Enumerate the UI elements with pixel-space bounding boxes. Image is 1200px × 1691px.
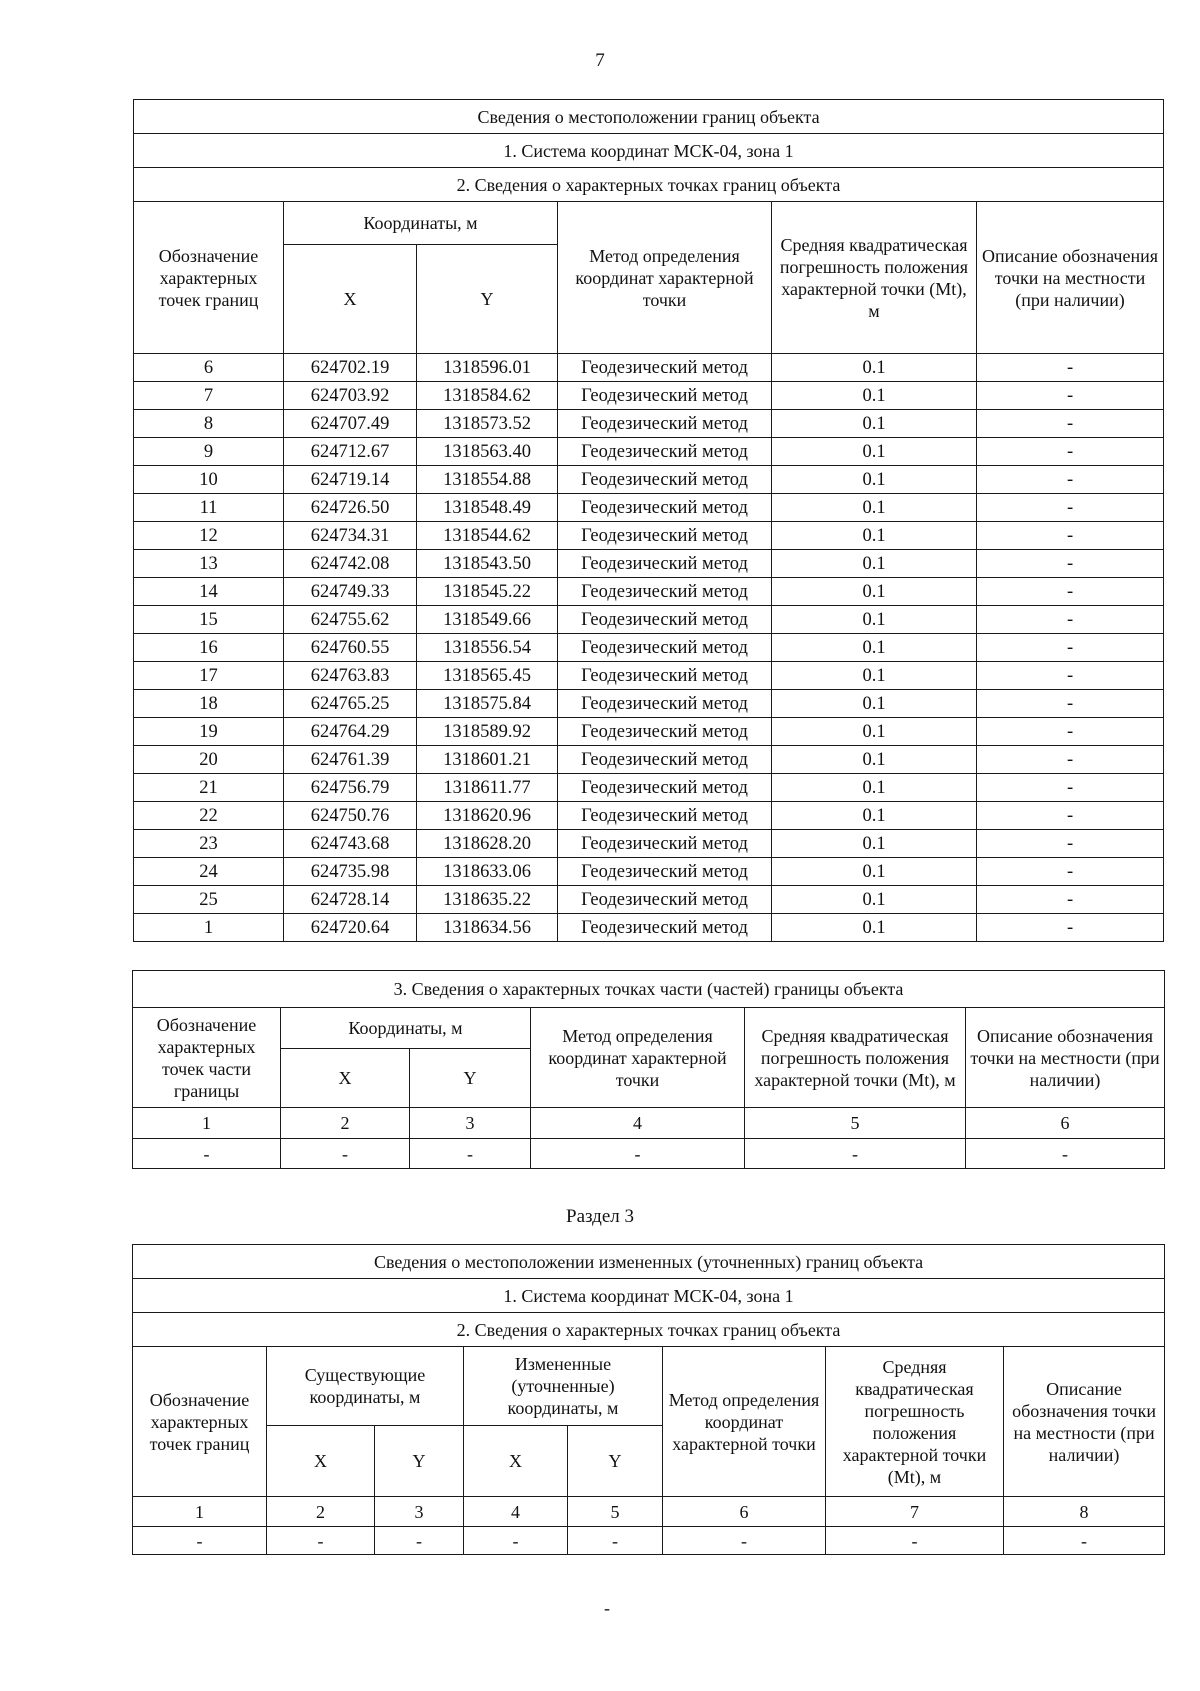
cell-point: 8 bbox=[134, 410, 284, 438]
header-coords: Координаты, м bbox=[281, 1008, 531, 1049]
cell-method: Геодезический метод bbox=[558, 494, 772, 522]
table-row bbox=[134, 606, 1164, 634]
header-existing-x: X bbox=[267, 1426, 375, 1497]
cell-accuracy: 0.1 bbox=[772, 354, 977, 382]
column-number: 7 bbox=[826, 1497, 1004, 1527]
table-row bbox=[134, 718, 1164, 746]
header-point: Обозначение характерных точек части границы bbox=[133, 1008, 281, 1108]
table-cell: - bbox=[410, 1139, 531, 1169]
coordinate-system: 1. Система координат МСК-04, зона 1 bbox=[133, 1279, 1165, 1313]
cell-accuracy: 0.1 bbox=[772, 578, 977, 606]
cell-method: Геодезический метод bbox=[558, 550, 772, 578]
cell-y: 1318563.40 bbox=[417, 438, 558, 466]
cell-x: 624743.68 bbox=[284, 830, 417, 858]
table-row bbox=[134, 914, 1164, 942]
table-cell: - bbox=[826, 1527, 1004, 1555]
cell-x: 624726.50 bbox=[284, 494, 417, 522]
table-subtitle: 2. Сведения о характерных точках границ объекта bbox=[133, 1313, 1165, 1347]
header-existing-y: Y bbox=[375, 1426, 464, 1497]
cell-method: Геодезический метод bbox=[558, 522, 772, 550]
table-row bbox=[134, 690, 1164, 718]
cell-y: 1318545.22 bbox=[417, 578, 558, 606]
cell-point: 18 bbox=[134, 690, 284, 718]
table-row bbox=[134, 858, 1164, 886]
cell-accuracy: 0.1 bbox=[772, 494, 977, 522]
header-accuracy: Средняя квадратическая погрешность положения характерной точки (Mt), м bbox=[745, 1008, 966, 1108]
table-row bbox=[134, 830, 1164, 858]
table-title: 3. Сведения о характерных точках части (частей) границы объекта bbox=[133, 971, 1165, 1008]
cell-y: 1318544.62 bbox=[417, 522, 558, 550]
coordinate-system: 1. Система координат МСК-04, зона 1 bbox=[134, 134, 1164, 168]
cell-y: 1318543.50 bbox=[417, 550, 558, 578]
header-method: Метод определения координат характерной точки bbox=[531, 1008, 745, 1108]
cell-description: - bbox=[977, 410, 1164, 438]
cell-description: - bbox=[977, 914, 1164, 942]
column-number: 4 bbox=[531, 1108, 745, 1139]
column-number: 4 bbox=[464, 1497, 568, 1527]
column-number: 2 bbox=[281, 1108, 410, 1139]
table-cell: - bbox=[281, 1139, 410, 1169]
cell-method: Геодезический метод bbox=[558, 634, 772, 662]
table-row bbox=[134, 802, 1164, 830]
table-cell: - bbox=[663, 1527, 826, 1555]
table-row bbox=[134, 410, 1164, 438]
cell-x: 624702.19 bbox=[284, 354, 417, 382]
cell-description: - bbox=[977, 774, 1164, 802]
cell-x: 624734.31 bbox=[284, 522, 417, 550]
header-description: Описание обозначения точки на местности (при наличии) bbox=[1004, 1347, 1165, 1497]
cell-description: - bbox=[977, 494, 1164, 522]
header-point: Обозначение характерных точек границ bbox=[133, 1347, 267, 1497]
column-number: 8 bbox=[1004, 1497, 1165, 1527]
table-cell: - bbox=[531, 1139, 745, 1169]
cell-method: Геодезический метод bbox=[558, 578, 772, 606]
cell-description: - bbox=[977, 802, 1164, 830]
table-cell: - bbox=[745, 1139, 966, 1169]
cell-x: 624703.92 bbox=[284, 382, 417, 410]
cell-accuracy: 0.1 bbox=[772, 382, 977, 410]
cell-point: 20 bbox=[134, 746, 284, 774]
column-number: 3 bbox=[410, 1108, 531, 1139]
table-cell: - bbox=[267, 1527, 375, 1555]
cell-y: 1318565.45 bbox=[417, 662, 558, 690]
cell-y: 1318548.49 bbox=[417, 494, 558, 522]
cell-point: 22 bbox=[134, 802, 284, 830]
table-subtitle: 2. Сведения о характерных точках границ объекта bbox=[134, 168, 1164, 202]
cell-description: - bbox=[977, 466, 1164, 494]
table-row bbox=[134, 494, 1164, 522]
page-number: 7 bbox=[595, 50, 605, 71]
cell-method: Геодезический метод bbox=[558, 802, 772, 830]
cell-x: 624761.39 bbox=[284, 746, 417, 774]
cell-description: - bbox=[977, 746, 1164, 774]
cell-y: 1318589.92 bbox=[417, 718, 558, 746]
changed-boundary-points-table bbox=[132, 1244, 1165, 1555]
cell-point: 25 bbox=[134, 886, 284, 914]
header-changed: Измененные (уточненные) координаты, м bbox=[464, 1347, 663, 1426]
cell-x: 624735.98 bbox=[284, 858, 417, 886]
cell-accuracy: 0.1 bbox=[772, 662, 977, 690]
cell-description: - bbox=[977, 718, 1164, 746]
section-heading: Раздел 3 bbox=[566, 1206, 634, 1227]
table-title: Сведения о местоположении измененных (уточненных) границ объекта bbox=[133, 1245, 1165, 1279]
cell-x: 624749.33 bbox=[284, 578, 417, 606]
cell-point: 15 bbox=[134, 606, 284, 634]
cell-accuracy: 0.1 bbox=[772, 634, 977, 662]
header-coords: Координаты, м bbox=[284, 202, 558, 245]
cell-description: - bbox=[977, 830, 1164, 858]
table-row bbox=[134, 886, 1164, 914]
cell-point: 1 bbox=[134, 914, 284, 942]
cell-y: 1318554.88 bbox=[417, 466, 558, 494]
cell-method: Геодезический метод bbox=[558, 774, 772, 802]
table-cell: - bbox=[1004, 1527, 1165, 1555]
table-row bbox=[134, 662, 1164, 690]
header-point: Обозначение характерных точек границ bbox=[134, 202, 284, 354]
table-row bbox=[134, 382, 1164, 410]
column-number: 5 bbox=[745, 1108, 966, 1139]
cell-accuracy: 0.1 bbox=[772, 858, 977, 886]
cell-accuracy: 0.1 bbox=[772, 606, 977, 634]
cell-y: 1318556.54 bbox=[417, 634, 558, 662]
cell-x: 624750.76 bbox=[284, 802, 417, 830]
cell-x: 624763.83 bbox=[284, 662, 417, 690]
cell-point: 10 bbox=[134, 466, 284, 494]
cell-description: - bbox=[977, 382, 1164, 410]
cell-method: Геодезический метод bbox=[558, 718, 772, 746]
cell-y: 1318633.06 bbox=[417, 858, 558, 886]
cell-method: Геодезический метод bbox=[558, 354, 772, 382]
cell-y: 1318596.01 bbox=[417, 354, 558, 382]
cell-y: 1318584.62 bbox=[417, 382, 558, 410]
cell-accuracy: 0.1 bbox=[772, 746, 977, 774]
cell-x: 624712.67 bbox=[284, 438, 417, 466]
cell-accuracy: 0.1 bbox=[772, 466, 977, 494]
cell-x: 624720.64 bbox=[284, 914, 417, 942]
cell-accuracy: 0.1 bbox=[772, 690, 977, 718]
cell-accuracy: 0.1 bbox=[772, 550, 977, 578]
cell-description: - bbox=[977, 550, 1164, 578]
cell-description: - bbox=[977, 522, 1164, 550]
cell-y: 1318573.52 bbox=[417, 410, 558, 438]
cell-accuracy: 0.1 bbox=[772, 914, 977, 942]
cell-accuracy: 0.1 bbox=[772, 830, 977, 858]
cell-point: 12 bbox=[134, 522, 284, 550]
table-row bbox=[134, 634, 1164, 662]
column-number: 5 bbox=[568, 1497, 663, 1527]
cell-x: 624760.55 bbox=[284, 634, 417, 662]
cell-x: 624719.14 bbox=[284, 466, 417, 494]
footer-mark: - bbox=[604, 1598, 610, 1618]
header-accuracy: Средняя квадратическая погрешность положения характерной точки (Mt), м bbox=[826, 1347, 1004, 1497]
header-y: Y bbox=[410, 1049, 531, 1108]
column-number: 3 bbox=[375, 1497, 464, 1527]
cell-method: Геодезический метод bbox=[558, 382, 772, 410]
cell-point: 16 bbox=[134, 634, 284, 662]
header-changed-x: X bbox=[464, 1426, 568, 1497]
table-cell: - bbox=[464, 1527, 568, 1555]
column-number: 6 bbox=[966, 1108, 1165, 1139]
cell-description: - bbox=[977, 606, 1164, 634]
column-number: 6 bbox=[663, 1497, 826, 1527]
cell-description: - bbox=[977, 690, 1164, 718]
header-x: X bbox=[281, 1049, 410, 1108]
cell-point: 14 bbox=[134, 578, 284, 606]
cell-point: 21 bbox=[134, 774, 284, 802]
table-row bbox=[134, 354, 1164, 382]
cell-method: Геодезический метод bbox=[558, 914, 772, 942]
table-title: Сведения о местоположении границ объекта bbox=[134, 100, 1164, 134]
table-row bbox=[133, 1527, 1165, 1555]
cell-point: 19 bbox=[134, 718, 284, 746]
cell-method: Геодезический метод bbox=[558, 858, 772, 886]
column-numbers-row bbox=[133, 1497, 1165, 1527]
cell-accuracy: 0.1 bbox=[772, 522, 977, 550]
cell-description: - bbox=[977, 578, 1164, 606]
header-existing: Существующие координаты, м bbox=[267, 1347, 464, 1426]
cell-accuracy: 0.1 bbox=[772, 886, 977, 914]
cell-method: Геодезический метод bbox=[558, 410, 772, 438]
cell-description: - bbox=[977, 858, 1164, 886]
cell-accuracy: 0.1 bbox=[772, 410, 977, 438]
cell-description: - bbox=[977, 886, 1164, 914]
column-number: 1 bbox=[133, 1497, 267, 1527]
table-row bbox=[134, 438, 1164, 466]
cell-point: 9 bbox=[134, 438, 284, 466]
cell-method: Геодезический метод bbox=[558, 746, 772, 774]
table-row bbox=[133, 1139, 1165, 1169]
cell-x: 624764.29 bbox=[284, 718, 417, 746]
cell-y: 1318611.77 bbox=[417, 774, 558, 802]
cell-method: Геодезический метод bbox=[558, 606, 772, 634]
header-x: X bbox=[284, 245, 417, 354]
cell-point: 17 bbox=[134, 662, 284, 690]
table-cell: - bbox=[133, 1527, 267, 1555]
cell-method: Геодезический метод bbox=[558, 438, 772, 466]
cell-x: 624742.08 bbox=[284, 550, 417, 578]
cell-point: 11 bbox=[134, 494, 284, 522]
cell-point: 7 bbox=[134, 382, 284, 410]
cell-method: Геодезический метод bbox=[558, 690, 772, 718]
cell-y: 1318628.20 bbox=[417, 830, 558, 858]
cell-y: 1318634.56 bbox=[417, 914, 558, 942]
column-number: 2 bbox=[267, 1497, 375, 1527]
header-method: Метод определения координат характерной точки bbox=[558, 202, 772, 354]
table-cell: - bbox=[375, 1527, 464, 1555]
cell-description: - bbox=[977, 634, 1164, 662]
cell-accuracy: 0.1 bbox=[772, 774, 977, 802]
cell-y: 1318620.96 bbox=[417, 802, 558, 830]
table-cell: - bbox=[133, 1139, 281, 1169]
cell-x: 624755.62 bbox=[284, 606, 417, 634]
cell-point: 6 bbox=[134, 354, 284, 382]
cell-accuracy: 0.1 bbox=[772, 718, 977, 746]
column-numbers-row bbox=[133, 1108, 1165, 1139]
cell-description: - bbox=[977, 354, 1164, 382]
cell-method: Геодезический метод bbox=[558, 662, 772, 690]
cell-y: 1318601.21 bbox=[417, 746, 558, 774]
cell-method: Геодезический метод bbox=[558, 466, 772, 494]
table-row bbox=[134, 522, 1164, 550]
cell-accuracy: 0.1 bbox=[772, 438, 977, 466]
cell-method: Геодезический метод bbox=[558, 830, 772, 858]
cell-y: 1318549.66 bbox=[417, 606, 558, 634]
cell-x: 624765.25 bbox=[284, 690, 417, 718]
table-cell: - bbox=[966, 1139, 1165, 1169]
table-row bbox=[134, 578, 1164, 606]
cell-point: 23 bbox=[134, 830, 284, 858]
cell-x: 624728.14 bbox=[284, 886, 417, 914]
cell-point: 13 bbox=[134, 550, 284, 578]
cell-y: 1318635.22 bbox=[417, 886, 558, 914]
cell-accuracy: 0.1 bbox=[772, 802, 977, 830]
cell-method: Геодезический метод bbox=[558, 886, 772, 914]
cell-description: - bbox=[977, 662, 1164, 690]
table-row bbox=[134, 774, 1164, 802]
cell-description: - bbox=[977, 438, 1164, 466]
table-row bbox=[134, 550, 1164, 578]
part-boundary-points-table bbox=[132, 970, 1165, 1169]
cell-point: 24 bbox=[134, 858, 284, 886]
header-description: Описание обозначения точки на местности (при наличии) bbox=[977, 202, 1164, 354]
cell-x: 624707.49 bbox=[284, 410, 417, 438]
header-method: Метод определения координат характерной точки bbox=[663, 1347, 826, 1497]
boundary-points-table bbox=[133, 99, 1164, 942]
header-description: Описание обозначения точки на местности (при наличии) bbox=[966, 1008, 1165, 1108]
header-changed-y: Y bbox=[568, 1426, 663, 1497]
header-y: Y bbox=[417, 245, 558, 354]
column-number: 1 bbox=[133, 1108, 281, 1139]
cell-y: 1318575.84 bbox=[417, 690, 558, 718]
table-row bbox=[134, 466, 1164, 494]
header-accuracy: Средняя квадратическая погрешность положения характерной точки (Mt), м bbox=[772, 202, 977, 354]
cell-x: 624756.79 bbox=[284, 774, 417, 802]
table-row bbox=[134, 746, 1164, 774]
table-cell: - bbox=[568, 1527, 663, 1555]
